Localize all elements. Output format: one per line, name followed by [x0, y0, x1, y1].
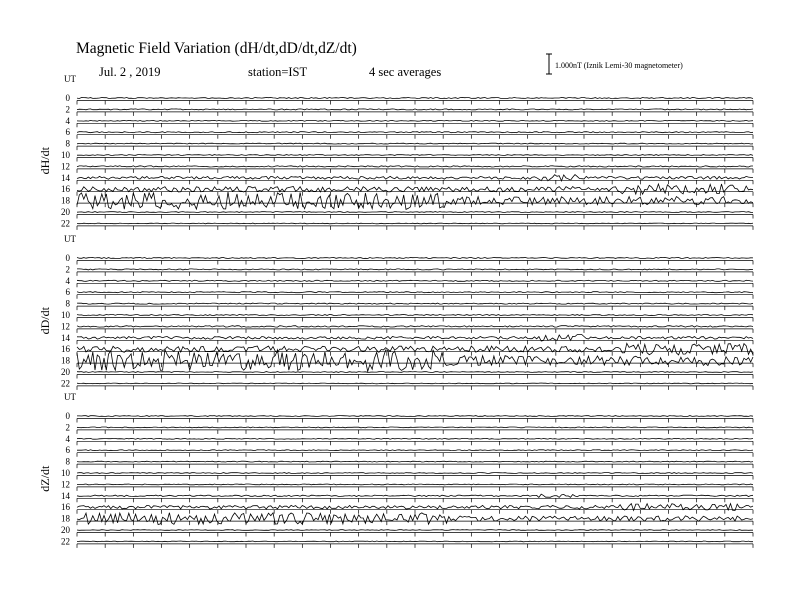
row-label: 10	[61, 150, 70, 160]
trace-line	[77, 166, 753, 167]
row-label: 4	[65, 433, 70, 444]
trace-row	[66, 276, 754, 288]
trace-row	[66, 139, 754, 151]
row-label: 16	[61, 502, 70, 513]
trace-line	[77, 315, 753, 316]
trace-line	[77, 155, 753, 156]
trace-line	[77, 494, 753, 497]
scale-label: 1.000nT (Iznik Lemi-30 magnetometer)	[555, 61, 683, 70]
panel-dD-dt	[38, 234, 753, 390]
trace-row	[61, 321, 753, 333]
trace-row	[66, 434, 754, 446]
row-label: 4	[65, 115, 70, 126]
row-label: 18	[61, 195, 70, 206]
trace-line	[77, 223, 753, 224]
scale-legend	[546, 54, 683, 74]
trace-row	[66, 264, 754, 276]
trace-line	[77, 541, 753, 542]
row-label: 8	[65, 138, 70, 149]
trace-row	[61, 310, 753, 322]
ut-axis-label: UT	[64, 234, 76, 244]
trace-row	[61, 536, 753, 548]
row-label: 10	[61, 468, 70, 478]
date-label: Jul. 2 , 2019	[99, 65, 161, 79]
row-label: 0	[65, 93, 70, 103]
trace-line	[77, 461, 753, 462]
trace-line	[77, 473, 753, 474]
trace-row	[61, 150, 753, 162]
row-label: 22	[61, 536, 70, 547]
row-label: 6	[65, 127, 70, 138]
row-label: 20	[61, 367, 70, 377]
trace-row	[61, 184, 753, 196]
trace-row	[61, 491, 753, 503]
trace-row	[61, 502, 753, 514]
row-label: 0	[65, 253, 70, 263]
row-label: 8	[65, 298, 70, 309]
trace-line	[77, 303, 753, 304]
row-label: 20	[61, 525, 70, 535]
trace-row	[61, 378, 753, 390]
trace-line	[77, 98, 753, 99]
trace-row	[61, 218, 753, 230]
trace-row	[61, 367, 753, 379]
row-label: 2	[65, 422, 70, 433]
row-label: 22	[61, 218, 70, 229]
row-label: 8	[65, 456, 70, 467]
trace-row	[61, 173, 753, 185]
trace-row	[66, 127, 754, 139]
panel-dZ-dt	[38, 392, 753, 548]
trace-line	[77, 427, 753, 428]
row-label: 20	[61, 207, 70, 217]
row-label: 12	[61, 479, 70, 490]
trace-row	[61, 192, 753, 210]
row-label: 16	[61, 184, 70, 195]
trace-row	[66, 445, 754, 457]
trace-line	[77, 269, 753, 270]
averaging-label: 4 sec averages	[369, 65, 442, 79]
trace-line	[77, 530, 753, 531]
row-label: 4	[65, 275, 70, 286]
trace-row	[66, 411, 754, 423]
trace-line	[77, 258, 753, 259]
trace-line	[77, 292, 753, 293]
trace-line	[77, 132, 753, 133]
panel-label: dZ/dt	[38, 465, 52, 492]
trace-row	[66, 299, 754, 311]
row-label: 16	[61, 344, 70, 355]
ut-axis-label: UT	[64, 392, 76, 402]
trace-row	[66, 93, 754, 105]
row-label: 14	[61, 332, 70, 343]
row-label: 18	[61, 355, 70, 366]
row-label: 10	[61, 310, 70, 320]
trace-line	[77, 438, 753, 439]
row-label: 14	[61, 172, 70, 183]
panel-label: dH/dt	[38, 147, 52, 175]
trace-line	[77, 109, 753, 110]
trace-row	[61, 350, 753, 372]
trace-line	[77, 143, 753, 144]
trace-row	[61, 161, 753, 173]
trace-row	[61, 513, 753, 525]
trace-row	[61, 479, 753, 491]
trace-line	[77, 120, 753, 121]
panels-group	[38, 74, 753, 548]
trace-row	[66, 116, 754, 128]
ut-axis-label: UT	[64, 74, 76, 84]
row-label: 2	[65, 264, 70, 275]
trace-line	[77, 416, 753, 417]
trace-row	[66, 253, 754, 265]
trace-line	[77, 212, 753, 213]
row-label: 22	[61, 378, 70, 389]
panel-label: dD/dt	[38, 307, 52, 335]
trace-row	[61, 525, 753, 537]
trace-row	[66, 422, 754, 434]
trace-line	[77, 326, 753, 327]
trace-row	[66, 287, 754, 299]
trace-row	[61, 333, 753, 345]
trace-row	[66, 104, 754, 116]
row-label: 6	[65, 445, 70, 456]
trace-row	[61, 468, 753, 480]
row-label: 0	[65, 411, 70, 421]
trace-row	[66, 457, 754, 469]
row-label: 2	[65, 104, 70, 115]
panel-dH-dt	[38, 74, 753, 230]
row-label: 14	[61, 490, 70, 501]
row-label: 12	[61, 321, 70, 332]
station-label: station=IST	[248, 65, 308, 79]
row-label: 6	[65, 287, 70, 298]
trace-line	[77, 484, 753, 485]
row-label: 12	[61, 161, 70, 172]
trace-line	[77, 450, 753, 451]
trace-line	[77, 280, 753, 281]
row-label: 18	[61, 513, 70, 524]
chart-title: Magnetic Field Variation (dH/dt,dD/dt,dZ/dt)	[76, 40, 357, 57]
trace-line	[77, 372, 753, 373]
trace-line	[77, 383, 753, 384]
